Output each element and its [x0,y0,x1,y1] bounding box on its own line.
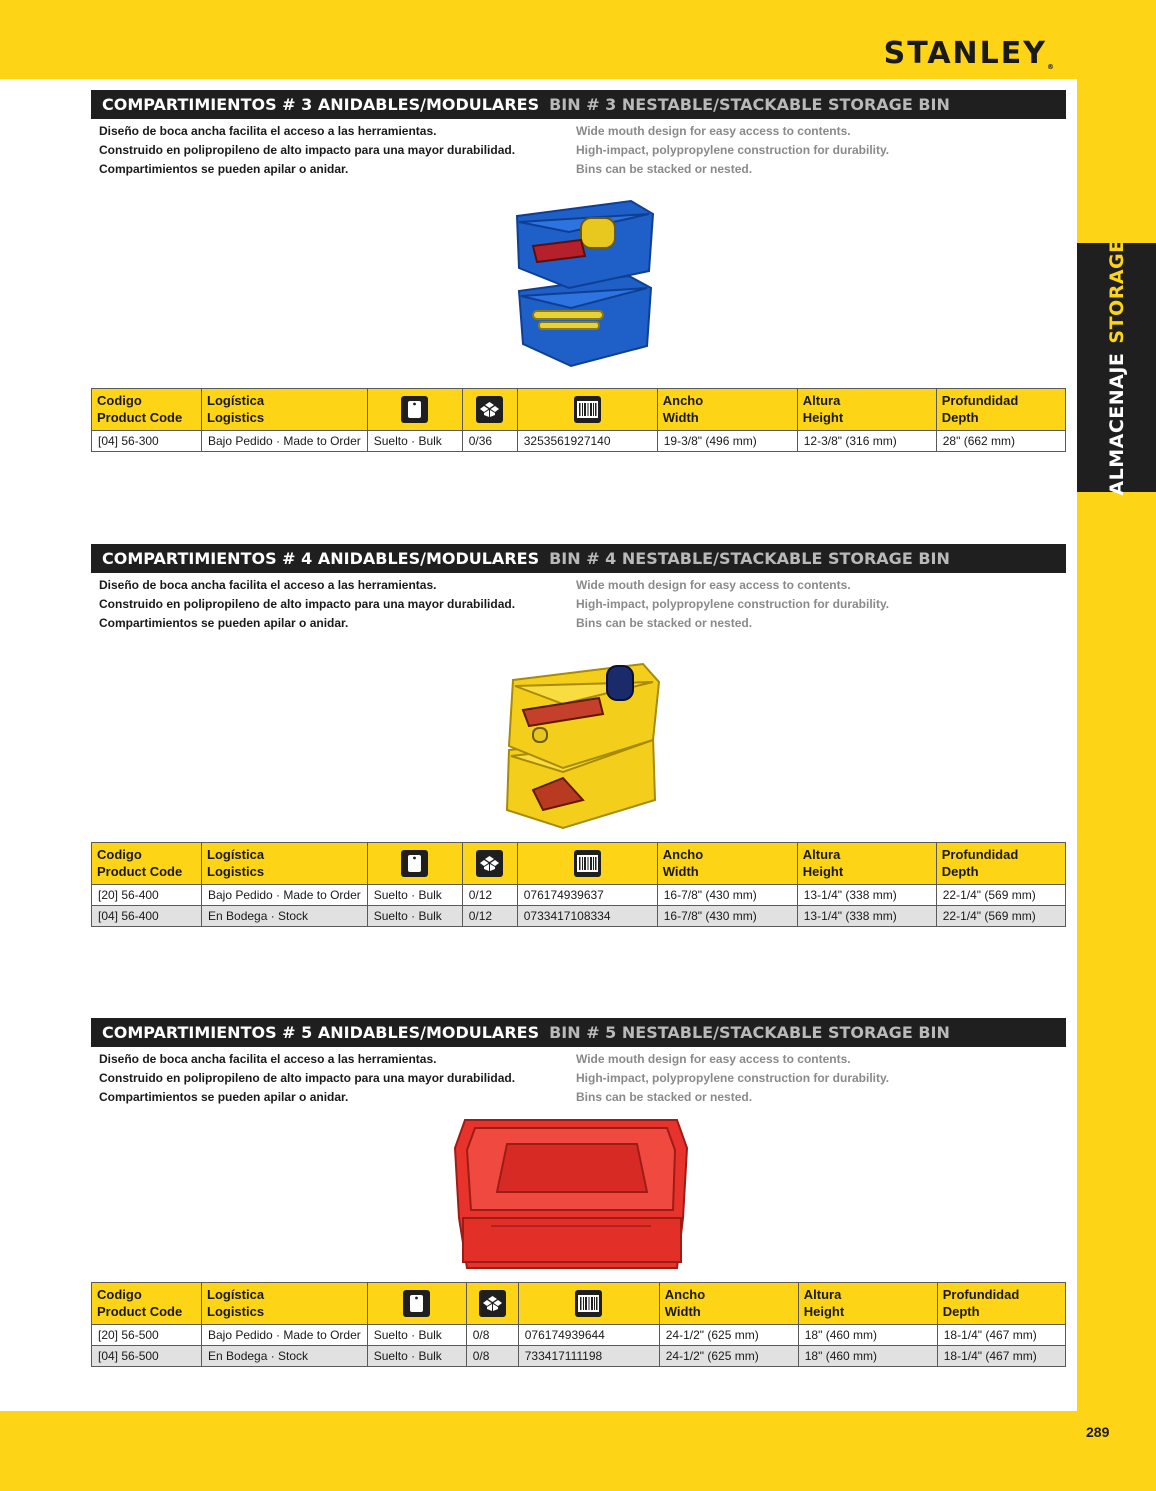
cell-width: 24-1/2" (625 mm) [659,1346,798,1367]
desc-es-line: Diseño de boca ancha facilita el acceso a las herramientas. [99,578,437,592]
col-depth: Profundidad Depth [936,389,1065,431]
side-category-tab [1077,239,1156,496]
cell-logistics: En Bodega · Stock [202,1346,368,1367]
desc-es-line: Construido en polipropileno de alto impacto para una mayor durabilidad. [99,597,516,611]
product-description [91,1047,1066,1107]
cell-barcode: 076174939637 [517,885,657,906]
blue-bin-stack [517,201,653,366]
col-unit [367,389,462,431]
desc-en-line: Bins can be stacked or nested. [576,162,753,176]
col-width: Ancho Width [657,843,797,885]
desc-en-line: Bins can be stacked or nested. [576,616,753,630]
cell-unit: Suelto · Bulk [367,885,462,906]
col-width: Ancho Width [657,389,797,431]
product-description [91,573,1066,633]
cell-pack: 0/8 [466,1346,518,1367]
desc-es-line: Compartimientos se pueden apilar o anidar. [99,162,349,176]
section-title-en: BIN # 3 NESTABLE/STACKABLE STORAGE BIN [549,95,950,114]
bin-5-product-image [451,1118,691,1270]
section-title [91,90,1066,119]
section-title-es: COMPARTIMIENTOS # 3 ANIDABLES/MODULARES [102,95,540,114]
cell-unit: Suelto · Bulk [367,1346,466,1367]
col-unit [367,843,462,885]
cell-depth: 18-1/4" (467 mm) [937,1325,1065,1346]
desc-es-line: Diseño de boca ancha facilita el acceso a las herramientas. [99,1052,437,1066]
cell-width: 16-7/8" (430 mm) [657,885,797,906]
cell-depth: 22-1/4" (569 mm) [936,906,1065,927]
col-logistics: Logística Logistics [202,1283,368,1325]
cell-pack: 0/36 [462,431,517,452]
col-unit [367,1283,466,1325]
desc-en-line: Bins can be stacked or nested. [576,1090,753,1104]
barcode-icon [574,850,601,877]
page-number: 289 [1086,1424,1110,1440]
cell-height: 18" (460 mm) [798,1346,937,1367]
col-height: Altura Height [798,1283,937,1325]
table-row [92,1325,1066,1346]
cell-unit: Suelto · Bulk [367,431,462,452]
yellow-bin-stack [507,664,659,828]
col-logistics: Logística Logistics [202,389,368,431]
cell-unit: Suelto · Bulk [367,906,462,927]
cell-depth: 18-1/4" (467 mm) [937,1346,1065,1367]
section-title-en: BIN # 4 NESTABLE/STACKABLE STORAGE BIN [549,549,950,568]
cell-code: [20] 56-500 [92,1325,202,1346]
col-code: Codigo Product Code [92,389,202,431]
cell-pack: 0/8 [466,1325,518,1346]
desc-en-line: High-impact, polypropylene construction for durability. [576,1071,890,1085]
table-row [92,1346,1066,1367]
col-barcode [517,389,657,431]
cell-barcode: 733417111198 [518,1346,659,1367]
cell-logistics: Bajo Pedido · Made to Order [202,431,368,452]
bin-4-product-image [503,660,663,830]
desc-es-line: Diseño de boca ancha facilita el acceso a las herramientas. [99,124,437,138]
table-header-row [92,843,1066,885]
col-code: Codigo Product Code [92,1283,202,1325]
cell-logistics: Bajo Pedido · Made to Order [202,1325,368,1346]
product-section-bin-4 [91,544,1066,929]
cell-logistics: Bajo Pedido · Made to Order [202,885,368,906]
desc-es-line: Construido en polipropileno de alto impacto para una mayor durabilidad. [99,1071,516,1085]
desc-en-line: High-impact, polypropylene construction for durability. [576,143,890,157]
desc-en-line: High-impact, polypropylene construction for durability. [576,597,890,611]
side-tab-es: ALMACENAJE [1105,352,1128,496]
col-code: Codigo Product Code [92,843,202,885]
cell-depth: 22-1/4" (569 mm) [936,885,1065,906]
col-pack [462,843,517,885]
cell-width: 16-7/8" (430 mm) [657,906,797,927]
cell-barcode: 3253561927140 [517,431,657,452]
section-title [91,544,1066,573]
cell-code: [04] 56-300 [92,431,202,452]
tag-icon [401,396,428,423]
desc-es-line: Construido en polipropileno de alto impacto para una mayor durabilidad. [99,143,516,157]
cell-height: 12-3/8" (316 mm) [797,431,936,452]
col-height: Altura Height [797,389,936,431]
barcode-icon [574,396,601,423]
section-title-es: COMPARTIMIENTOS # 4 ANIDABLES/MODULARES [102,549,540,568]
spec-table [91,842,1066,927]
bin-3-product-image [511,196,661,371]
desc-es-line: Compartimientos se pueden apilar o anidar. [99,1090,349,1104]
brand-logo: STANLEY® [883,36,1054,71]
cell-barcode: 0733417108334 [517,906,657,927]
col-height: Altura Height [797,843,936,885]
cell-width: 24-1/2" (625 mm) [659,1325,798,1346]
product-section-bin-5 [91,1018,1066,1370]
cell-pack: 0/12 [462,906,517,927]
col-width: Ancho Width [659,1283,798,1325]
table-row [92,431,1066,452]
tag-icon [403,1290,430,1317]
col-pack [462,389,517,431]
desc-es-line: Compartimientos se pueden apilar o anidar. [99,616,349,630]
table-row [92,885,1066,906]
cell-width: 19-3/8" (496 mm) [657,431,797,452]
box-icon [479,1290,506,1317]
red-bin [455,1120,687,1268]
cell-height: 13-1/4" (338 mm) [797,885,936,906]
cell-depth: 28" (662 mm) [936,431,1065,452]
table-header-row [92,1283,1066,1325]
col-depth: Profundidad Depth [937,1283,1065,1325]
section-title-es: COMPARTIMIENTOS # 5 ANIDABLES/MODULARES [102,1023,540,1042]
col-barcode [518,1283,659,1325]
col-barcode [517,843,657,885]
table-row [92,906,1066,927]
tag-icon [401,850,428,877]
section-title-en: BIN # 5 NESTABLE/STACKABLE STORAGE BIN [549,1023,950,1042]
section-title [91,1018,1066,1047]
cell-logistics: En Bodega · Stock [202,906,368,927]
box-icon [476,396,503,423]
col-depth: Profundidad Depth [936,843,1065,885]
desc-en-line: Wide mouth design for easy access to contents. [576,1052,851,1066]
box-icon [476,850,503,877]
cell-code: [04] 56-500 [92,1346,202,1367]
col-pack [466,1283,518,1325]
cell-unit: Suelto · Bulk [367,1325,466,1346]
desc-en-line: Wide mouth design for easy access to contents. [576,578,851,592]
cell-height: 18" (460 mm) [798,1325,937,1346]
desc-en-line: Wide mouth design for easy access to contents. [576,124,851,138]
product-description [91,119,1066,179]
cell-code: [04] 56-400 [92,906,202,927]
col-logistics: Logística Logistics [202,843,368,885]
barcode-icon [575,1290,602,1317]
cell-barcode: 076174939644 [518,1325,659,1346]
product-section-bin-3 [91,90,1066,455]
table-header-row [92,389,1066,431]
spec-table [91,388,1066,452]
cell-code: [20] 56-400 [92,885,202,906]
cell-pack: 0/12 [462,885,517,906]
spec-table [91,1282,1066,1367]
cell-height: 13-1/4" (338 mm) [797,906,936,927]
side-tab-en: STORAGE [1105,239,1128,344]
